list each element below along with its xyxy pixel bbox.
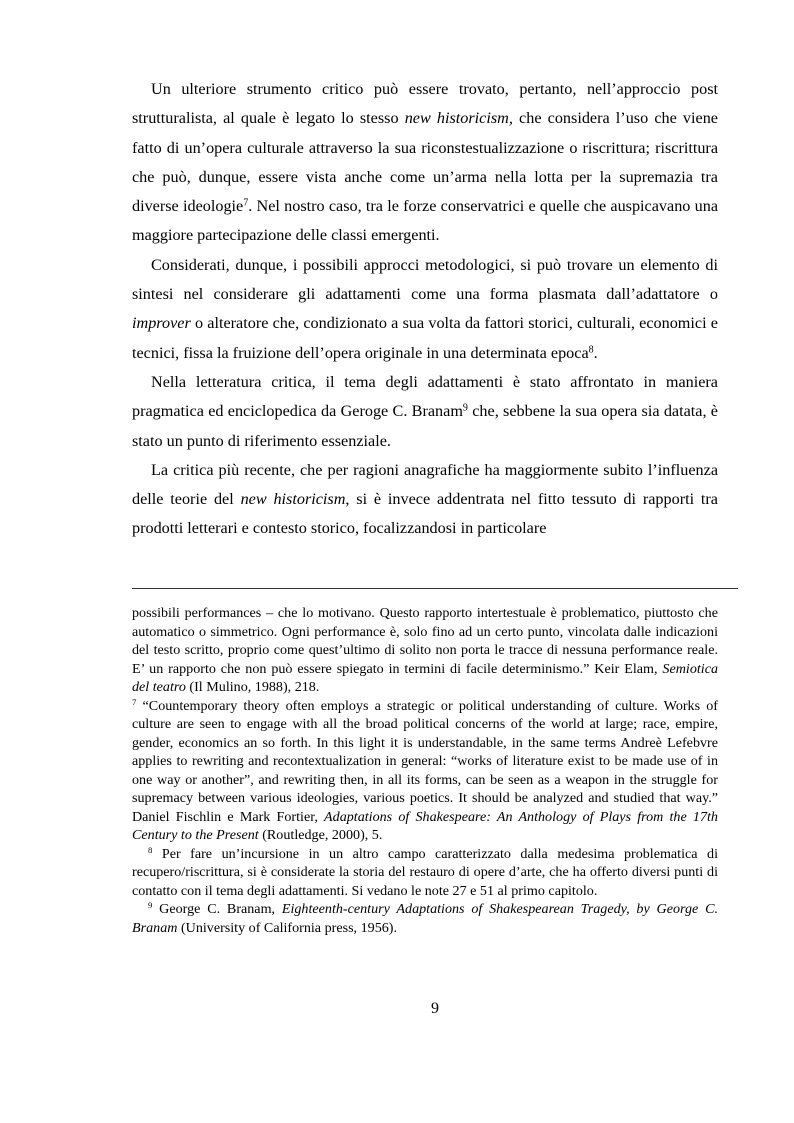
footnote-number: 9 bbox=[148, 900, 153, 911]
main-text bbox=[132, 75, 718, 544]
footnote-number: 7 bbox=[132, 696, 137, 707]
paragraph-4: La critica più recente, che per ragioni anagrafiche ha maggiormente subito l’influenza delle teorie del new historicism, si è invece addentrata nel fitto tessuto di rapporti tra prodotti letterari e contesto storico, focalizzandosi in particolare bbox=[132, 460, 718, 538]
footnote-9: $^9$ George C. Branam, Eighteenth-century Adaptations of Shakespearean Tragedy, by George C. Branam (University of California press, 1956). bbox=[132, 900, 718, 936]
footnote-ref-9[interactable]: 9 bbox=[462, 402, 468, 414]
paragraph-3: Nella letteratura critica, il tema degli adattamenti è stato affrontato in maniera pragmatica ed enciclopedica da Geroge C. Branam$^9$ che, sebbene la sua opera sia datata, è stato un punto di riferimento essenziale. bbox=[132, 372, 718, 450]
page-number: 9 bbox=[431, 1000, 439, 1017]
paragraph-1: Un ulteriore strumento critico può essere trovato, pertanto, nell’approccio post strutturalista, al quale è legato lo stesso new historicism, che considera l’uso che viene fatto di un’opera culturale attraverso la sua riconstestualizzazione o riscrittura; riscrittura che può, dunque, essere vista anche come un’arma nella lotta per la supremazia tra diverse ideologie$^7$. Nel nostro caso, tra le forze conservatrici e quelle che auspicavano una maggiore partecipazione delle classi emergenti. bbox=[132, 80, 719, 245]
footnote-continuation: possibili performances – che lo motivano. Questo rapporto intertestuale è problematico, piuttosto che automatico o simmetrico. Ogni performance è, solo fino ad un certo punto, vincolata dalle indicazioni del testo scritto, proprio come quest’ultimo di solito non porta le tracce di nessuna performance reale. E’ un rapporto che non può essere spiegato in termini di facile determinismo.” Keir Elam, Semiotica del teatro (Il Mulino, 1988), 218. bbox=[132, 605, 718, 695]
footnote-separator bbox=[132, 588, 738, 589]
footnote-7: $^7$ “Countemporary theory often employs a strategic or political understanding of culture. Works of culture are seen to engage with all the broad political concerns of the world at large; race, empire, gender, economics an so forth. In this light it is understandable, in the same terms Andreè Lefebvre applies to rewriting and recontextualization in general: “works of literature exist to be made use of in one way or another”, and rewriting then, in all its forms, can be seen as a weapon in the struggle for supremacy between various ideologies, various poetics. It should be analyzed and studied that way.” Daniel Fischlin e Mark Fortier, Adaptations of Shakespeare: An Anthology of Plays from the 17th Century to the Present (Routledge, 2000), 5. bbox=[132, 696, 718, 843]
footnote-ref-7[interactable]: 7 bbox=[243, 197, 249, 209]
footnote-number: 8 bbox=[148, 844, 153, 855]
paragraph-2: Considerati, dunque, i possibili approcci metodologici, si può trovare un elemento di sintesi nel considerare gli adattamenti come una forma plasmata dall’adattatore o improver o alteratore che, condizionato a sua volta da fattori storici, culturali, economici e tecnici, fissa la fruizione dell’opera originale in una determinata epoca$^8$. bbox=[132, 255, 718, 362]
footnote-ref-8[interactable]: 8 bbox=[588, 344, 594, 356]
footnote-8: $^8$ Per fare un’incursione in un altro campo caratterizzato dalla medesima problematica di recupero/riscrittura, si è considerate la storia del restauro di opere d’arte, che ha offerto diversi punti di contatto con il tema degli adattamenti. Si vedano le note 27 e 51 al primo capitolo. bbox=[132, 844, 718, 899]
footnotes bbox=[132, 604, 718, 937]
